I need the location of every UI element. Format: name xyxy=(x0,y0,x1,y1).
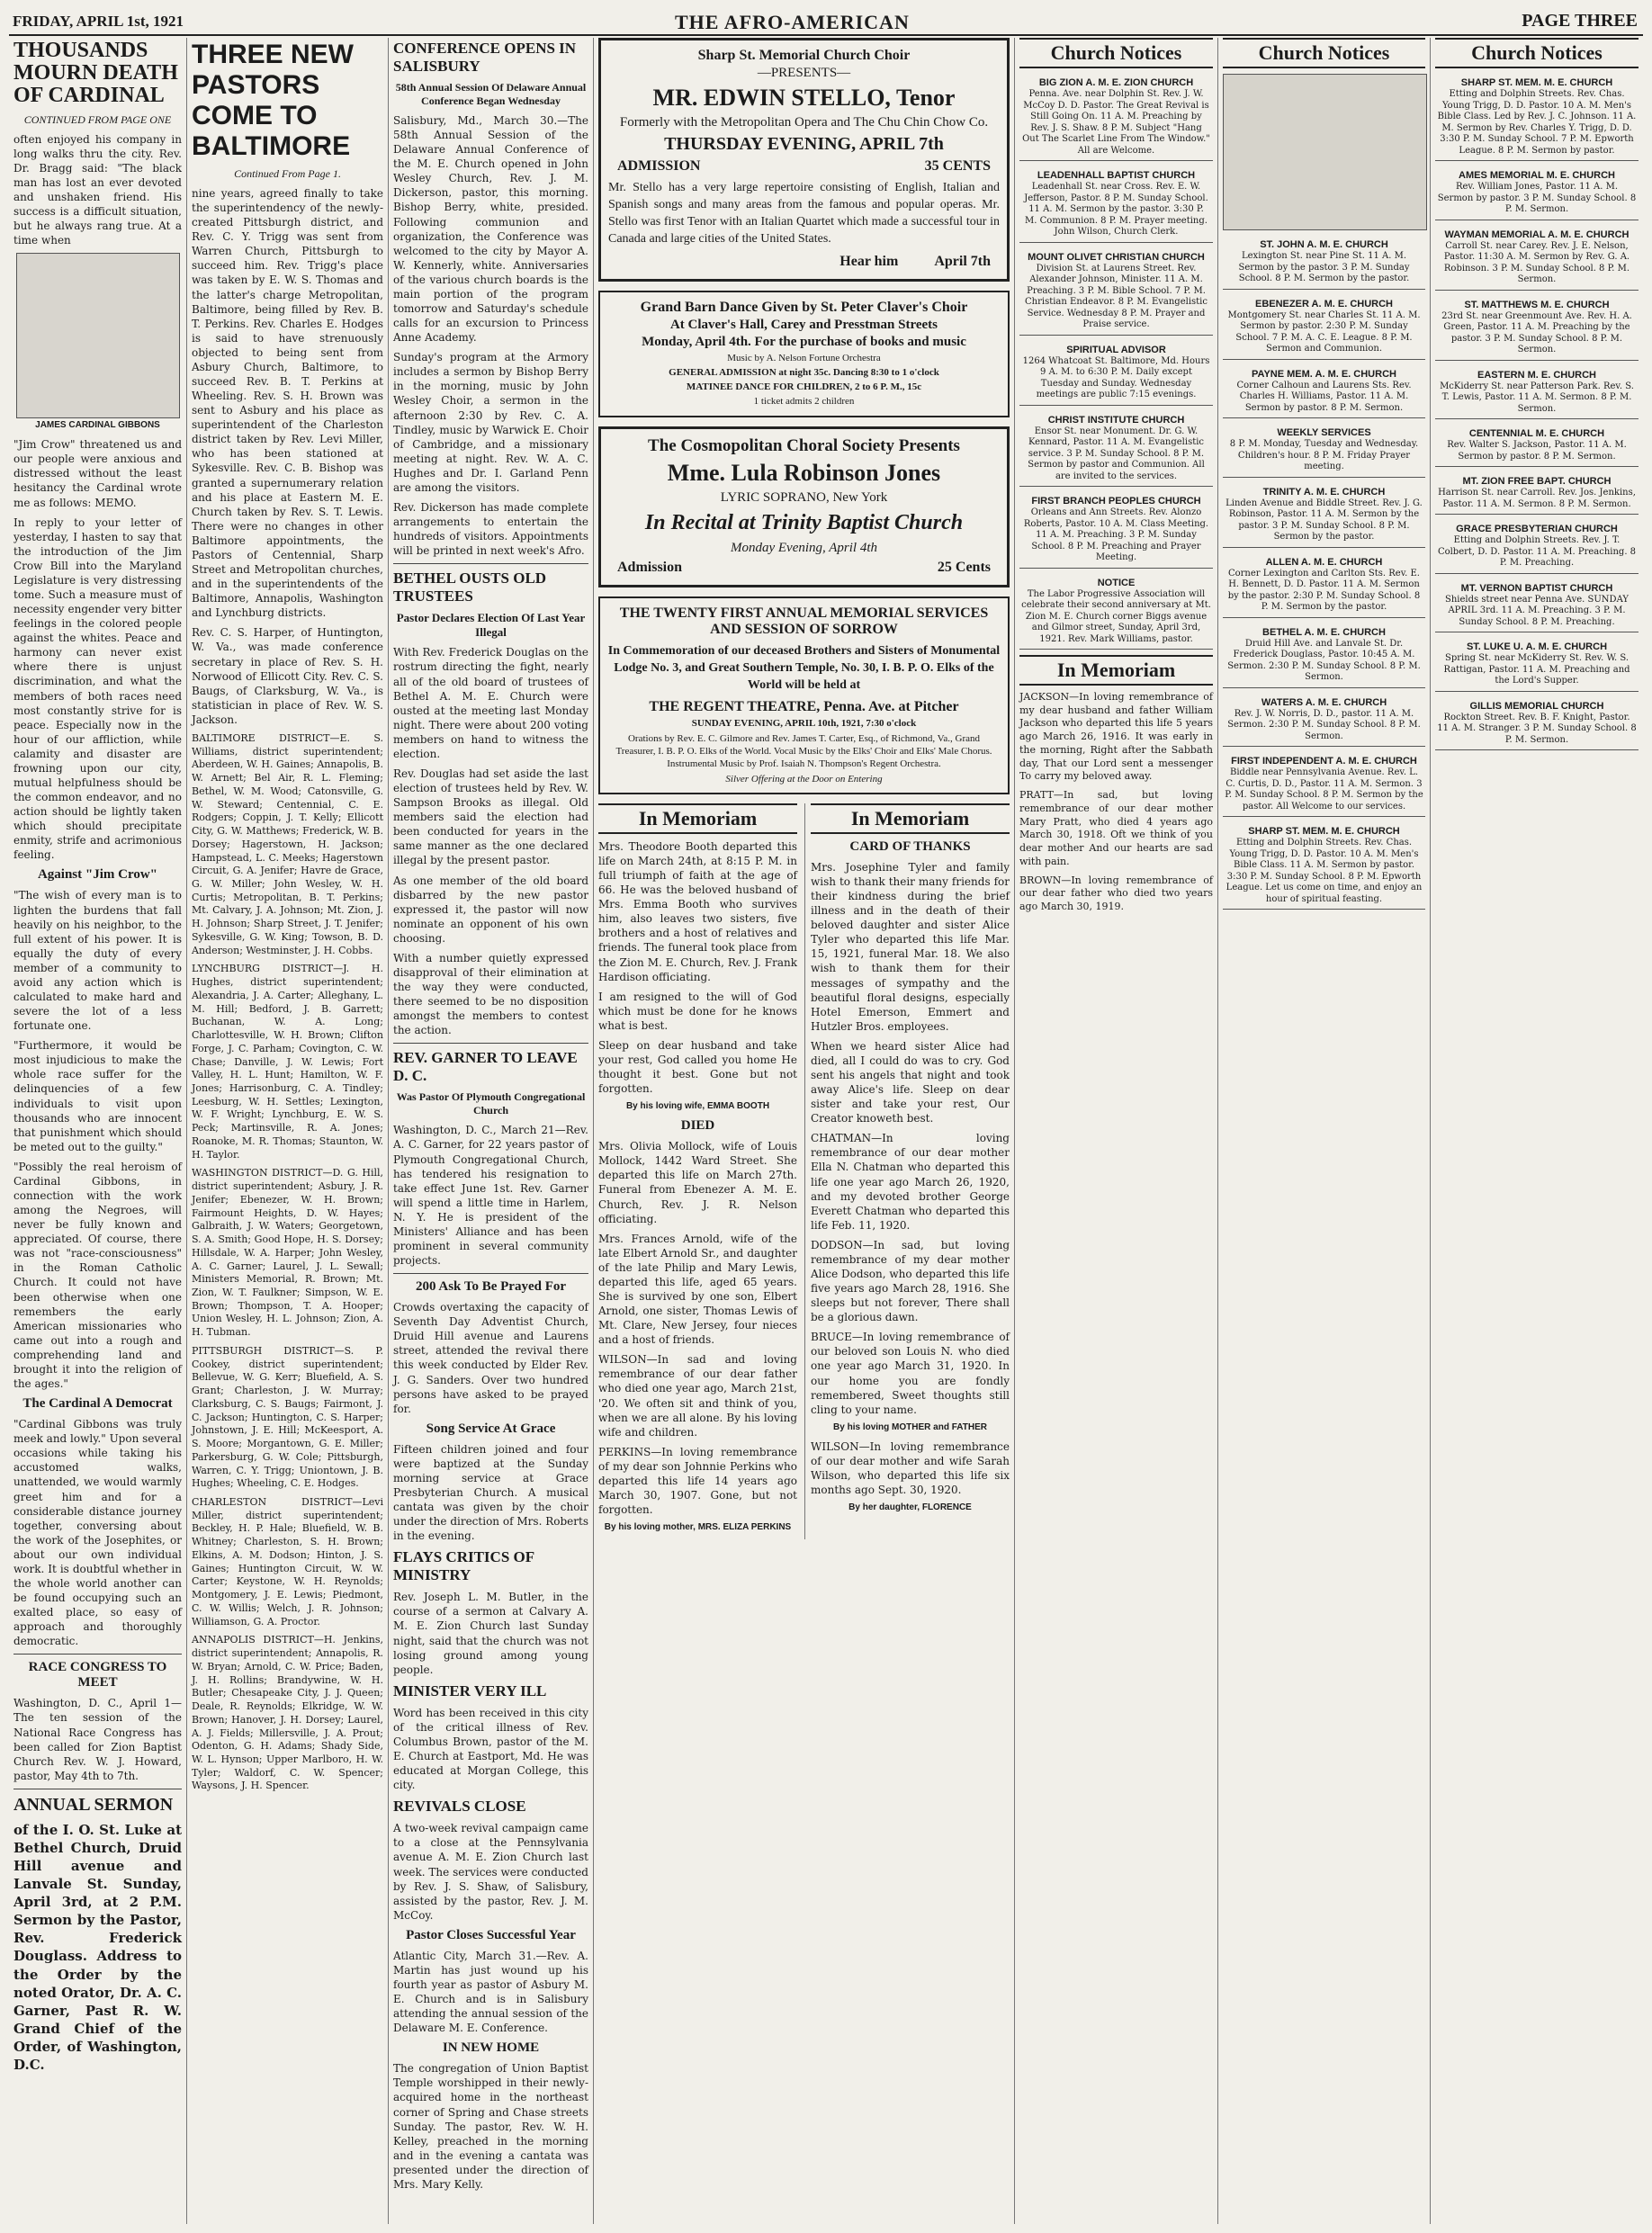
article-subhead: IN NEW HOME xyxy=(442,2040,540,2056)
article-paragraph: With a number quietly expressed disapproval of their elimination at the way they were conducted, there seemed to be no disposition amongst the members to contest the action. xyxy=(393,951,588,1037)
ad-line: Formerly with the Metropolitan Opera and The Chu Chin Chow Co. xyxy=(619,115,989,130)
notice-heading: GRACE PRESBYTERIAN CHURCH xyxy=(1456,524,1618,534)
church-illustration xyxy=(1223,74,1427,230)
ad-line: Sharp St. Memorial Church Choir xyxy=(697,48,911,63)
divider xyxy=(13,1654,182,1655)
article-paragraph: "Furthermore, it would be most injudicious to make the whole race suffer for the delinquencies of a few individuals to visit upon thousands who are innocent that punishment which should be meted out to the guilty." xyxy=(13,1039,182,1153)
church-notices-column-3 xyxy=(1431,38,1643,2224)
card-of-thanks-heading: CARD OF THANKS xyxy=(849,838,971,854)
memoriam-paragraph: WILSON—In loving remembrance of our dear mother and wife Sarah Wilson, who departed this life six months ago Sept. 30, 1920. xyxy=(811,1439,1010,1497)
notice-text: Division St. at Laurens Street. Rev. Alexander Johnson, Minister. 11 A. M. Preaching. 3 P. M. Bible School. 7 P. M. Christian Endeavor. 8 P. M. Evangelistic Service. Wednesday 8 P. M. Prayer and Praise service. xyxy=(1025,263,1208,329)
choral-society-ad xyxy=(598,426,1010,587)
church-notice xyxy=(1019,248,1213,336)
memoriam-paragraph: BRUCE—In loving remembrance of our beloved son Louis N. who died one year ago March 31, 1920. In our home you are fondly remembered, Sweet thoughts still cling to your name. xyxy=(811,1331,1010,1416)
notice-text: Spring St. near McKiderry St. Rev. W. S. Rattigan, Pastor. 11 A. M. Preaching and the Lord's Supper. xyxy=(1443,653,1630,686)
notice-text: Etting and Dolphin Streets. Rev. J. T. Colbert, D. D. Pastor. 11 A. M. Preaching. 8 P. M. Preaching. xyxy=(1437,535,1637,568)
masthead xyxy=(9,7,1643,36)
article-paragraph: often enjoyed his company in long walks thru the city. Rev. Dr. Bragg said: "The black man has lost an ever devoted and unshaken friend. His success is a difficult situation, but he always rang true. At a time when xyxy=(13,132,182,247)
church-notice xyxy=(1223,483,1425,548)
notice-heading: TRINITY A. M. E. CHURCH xyxy=(1262,486,1386,498)
ad-line: In Recital at Trinity Baptist Church xyxy=(644,510,964,534)
ads-column xyxy=(594,38,1015,2224)
church-notices-column-1 xyxy=(1015,38,1218,2224)
ad-footer: Hear him xyxy=(839,253,899,269)
article-subhead: 200 Ask To Be Prayed For xyxy=(415,1279,567,1295)
notice-heading: ALLEN A. M. E. CHURCH xyxy=(1265,556,1383,568)
district-list: LYNCHBURG DISTRICT—J. H. Hughes, district superintendent; Alexandria, J. A. Carter; Alleghany, L. M. Hill; Bedford, J. B. Garrett; Buchanan, W. A. Long; Charlottesville, W. H. Brown; Clifton Forge, J. C. Parham; Covington, C. W. Chase; Danville, J. W. Lewis; Fort Valley, H. L. Hunt; Hamilton, W. F. Jones; Harrisonburg, C. A. Tindley; Leesburg, W. H. Settles; Lexington, W. F. Wright; Lynchburg, E. W. S. Peck; Martinsville, R. A. Jones; Roanoke, M. R. Thomas; Staunton, W. H. Taylor. xyxy=(192,963,383,1161)
church-notice xyxy=(1435,366,1639,420)
article-paragraph: Rev. Dickerson has made complete arrangements to entertain the hundreds of visitors. Appointments will be printed in next week's Afro. xyxy=(393,501,588,558)
article-paragraph: Rev. C. S. Harper, of Huntington, W. Va., was made conference secretary in place of Rev. S. H. Norwood of Ellicott City. Rev. C. S. Baugs, of Clarksburg, W. Va., is statistician in place of Rev. W. S. Jackson. xyxy=(192,626,383,726)
ad-admission-price: 25 Cents xyxy=(937,559,991,575)
church-notices-title: Church Notices xyxy=(1435,38,1639,68)
ad-line: MATINEE DANCE FOR CHILDREN, 2 to 6 P. M., 15c xyxy=(686,381,922,393)
notice-text: Shields street near Penna Ave. SUNDAY APRIL 3rd. 11 A. M. Preaching. 3 P. M. Sunday School. 8 P. M. Preaching. xyxy=(1445,594,1629,627)
article-paragraph: A two-week revival campaign came to a close at the Pennsylvania avenue A. M. E. Zion Church last week. The services were conducted by Rev. J. S. Shaw, of Salisbury, assisted by the pastor, Rev. J. M. McCoy. xyxy=(393,1822,588,1922)
article-paragraph: In reply to your letter of yesterday, I hasten to say that the introduction of the Jim Crow Bill into the Maryland Legislature is very distressing tome. Such a measure must of necessity engender very bitter feelings in the colored people against the whites. Peace and harmony can never exist where there is unjust discrimination, and what the members of both races need most constantly strive for is peace. Especially now in the hour of our affliction, while calamity and disaster are frowning upon our city, mutual helpfulness should be the common endeavor, and no action should be lightly taken which should precipitate enmity, strife and acrimonious feeling. xyxy=(13,516,182,862)
article-paragraph: Rev. Douglas had set aside the last election of trustees held by Rev. W. Sampson Brooks as illegal. Old members said the election had been conducted for years in the same manner as the one declared illegal by the present pastor. xyxy=(393,767,588,867)
divider xyxy=(393,563,588,564)
notice-text: Rockton Street. Rev. B. F. Knight, Pastor. 11 A. M. Stranger. 3 P. M. Sunday School. 8 P. M. Sermon. xyxy=(1437,712,1637,745)
article-subhead: Song Service At Grace xyxy=(426,1421,556,1436)
ad-footer: April 7th xyxy=(934,253,991,269)
memoriam-paragraph: DODSON—In sad, but loving remembrance of my dear mother Alice Dodson, who departed this life five years ago March 28, 1916. She sleeps but not forever, There shall be a glorious dawn. xyxy=(811,1238,1010,1324)
memoriam-paragraph: WILSON—In sad and loving remembrance of our dear father who died one year ago, March 21st, '20. We often sit and think of you, when we are all alone. By his loving wife and children. xyxy=(598,1353,797,1439)
church-notice xyxy=(1223,295,1425,360)
conference-subhead: 58th Annual Session Of Delaware Annual Conference Began Wednesday xyxy=(395,81,587,107)
issue-date: FRIDAY, APRIL 1st, 1921 xyxy=(13,13,184,30)
memoriam-paragraph: JACKSON—In loving remembrance of my dear husband and father William Jackson who departed this life 5 years ago March 26, 1916. It was early in the morning, Right after the Sabbath day, That our Lord sent a messenger To carry my beloved away. xyxy=(1019,691,1213,783)
ad-line: In Commemoration of our deceased Brothers and Sisters of Monumental Lodge No. 3, and Great Southern Temple, No. 30, I. B. P. O. Elks of the World will be held at xyxy=(607,643,1001,692)
portrait-caption: JAMES CARDINAL GIBBONS xyxy=(35,420,160,431)
notice-heading: EASTERN M. E. CHURCH xyxy=(1477,369,1596,381)
notice-text: Druid Hill Ave. and Lanvale St. Dr. Frederick Douglass, Pastor. 10:45 A. M. Sermon. 2:30 P. M. Sunday School. 8 P. M. Sermon. xyxy=(1227,638,1421,682)
ad-admission-price: 35 CENTS xyxy=(924,158,991,174)
notice-text: Orleans and Ann Streets. Rev. Alonzo Roberts, Pastor. 10 A. M. Class Meeting. 11 A. M. Preaching. 3 P. M. Sunday School. 8 P. M. Preaching and Prayer Meeting. xyxy=(1023,507,1209,562)
notice-heading: GILLIS MEMORIAL CHURCH xyxy=(1469,700,1604,712)
church-notice xyxy=(1223,553,1425,618)
church-notices-column-2 xyxy=(1218,38,1431,2224)
divider xyxy=(393,1043,588,1044)
notice-heading: SHARP ST. MEM. M. E. CHURCH xyxy=(1248,826,1400,837)
church-notices-title: Church Notices xyxy=(1223,38,1425,68)
minister-ill-headline: MINISTER VERY ILL xyxy=(393,1681,547,1699)
memoriam-paragraph: PRATT—In sad, but loving remembrance of our dear mother Mary Pratt, who died 4 years ago March 30, 1918. Oft we think of you dear mother And our hearts are sad with pain. xyxy=(1019,789,1213,867)
notice-text: McKiderry St. near Patterson Park. Rev. S. T. Lewis, Pastor. 11 A. M. Sermon. 8 P. M. Sermon. xyxy=(1440,381,1634,414)
ad-line: SUNDAY EVENING, APRIL 10th, 1921, 7:30 o'clock xyxy=(691,718,917,730)
church-notice xyxy=(1435,166,1639,220)
notice-heading: MT. ZION FREE BAPT. CHURCH xyxy=(1462,476,1612,487)
memoriam-left xyxy=(598,803,797,1539)
article-paragraph: The congregation of Union Baptist Temple worshipped in their newly-acquired home in the northeast corner of Spring and Chase streets Sunday. The pastor, Rev. W. H. Kelley, preached in the morning and in the evening a cantata was presented under the direction of Mrs. Mary Kelly. xyxy=(393,2062,588,2191)
notice-text: 8 P. M. Monday, Tuesday and Wednesday. Children's hour. 8 P. M. Friday Prayer meeting. xyxy=(1229,439,1419,471)
article-paragraph: Crowds overtaxing the capacity of Seventh Day Adventist Church, Druid Hill avenue and Laurens street, attended the revival there this week conducted by Elder Rev. J. G. Sanders. Over two hundred persons have asked to be prayed for. xyxy=(393,1301,588,1415)
notice-text: Biddle near Pennsylvania Avenue. Rev. L. C. Curtis, D. D., Pastor. 11 A. M. Sermon. 3 P. M. Sunday School. 8 P. M. Sermon by the pastor. All Welcome to our services. xyxy=(1225,767,1423,812)
church-notice xyxy=(1223,236,1425,290)
ad-admission-label: ADMISSION xyxy=(617,158,701,174)
article-paragraph: nine years, agreed finally to take the superintendency of the newly-created Pittsburgh district, and Rev. C. Y. Trigg was sent from Warren Church, Pittsburgh to succeed him. Rev. Trigg's place was taken by E. W. S. Thomas and the latter's charge Metropolitan, Baltimore, being filled by Rev. B. T. Perkins. Rev. Charles E. Hodges is said to have strenuously objected to being sent from Asbury Church, Baltimore, to succeed Rev. B. T. Perkins at Wheeling. Rev. S. H. Brown was sent to Asbury and his place as superintendent of the Charleston district taken by Rev. Levi Miller, who has been stationed at Sykesville. Rev. C. B. Bishop was granted a supernumerary relation and his place at Eastern M. E. Church taken by Rev. S. T. Lewis. There were no changes in other Baltimore appointments, the Pastors of Centennial, Sharp Street and Metropolitan churches, and in the superintendents of the Baltimore, Annapolis, Washington and Lynchburg districts. xyxy=(192,187,383,620)
memoriam-title: In Memoriam xyxy=(598,803,797,834)
notice-text: Leadenhall St. near Cross. Rev. E. W. Jefferson, Pastor. 8 P. M. Sunday School. 11 A. M. Sermon by the pastor. 3:30 P. M. Communion. 8 P. M. Prayer meeting. John Wilson, Church Clerk. xyxy=(1024,182,1208,237)
notice-heading: WATERS A. M. E. CHURCH xyxy=(1261,696,1387,708)
notice-text: Corner Calhoun and Laurens Sts. Rev. Charles H. Williams, Pastor. 11 A. M. Sermon by pastor. 8 P. M. Sermon. xyxy=(1236,380,1412,413)
ad-line: Monday, April 4th. For the purchase of books and music xyxy=(642,334,966,349)
church-notice xyxy=(1019,341,1213,406)
flays-headline: FLAYS CRITICS OF MINISTRY xyxy=(393,1548,534,1584)
article-paragraph: "Cardinal Gibbons was truly meek and lowly." Upon several occasions while taking his accustomed walks, unattended, we would warmly greet him and for a considerable distance journey together, conversing about the work of the Josephites, or about our own individual work. It is doubtful whether in the whole world another can be found occupying such an exalted place, so easy of approach and thoroughly democratic. xyxy=(13,1418,182,1648)
church-notice xyxy=(1435,296,1639,361)
memoriam-signature: By his loving mother, MRS. ELIZA PERKINS xyxy=(604,1522,792,1533)
memoriam-paragraph: CHATMAN—In loving remembrance of our dear mother Ella N. Chatman who departed this life one year ago March 26, 1920, and my devoted brother George Everett Chatman who departed this life Feb. 11, 1920. xyxy=(811,1132,1010,1232)
revivals-headline: REVIVALS CLOSE xyxy=(393,1798,526,1816)
memoriam-paragraph: Sleep on dear husband and take your rest, God called you home He thought it best. Gone but not forgotten. xyxy=(598,1038,797,1096)
article-subhead: Pastor Declares Election Of Last Year Illegal xyxy=(396,611,586,640)
district-list: BALTIMORE DISTRICT—E. S. Williams, district superintendent; Aberdeen, W. H. Gaines; Annapolis, B. W. Arnett; Bel Air, R. L. Fleming; Bethel, W. M. Wood; Catonsville, G. W. Steward; Centennial, C. E. Rodgers; Coppin, J. T. Kelly; Ellicott City, G. W. Matthews; Frederick, W. B. Dorsey; Hagerstown, H. Jackson; Hampstead, L. C. Meeks; Hagerstown Circuit, G. A. Jenifer; Havre de Grace, G. W. Miller; John Wesley, W. H. Curtis; Metropolitan, B. T. Perkins; Mt. Calvary, J. A. Johnson; Mt. Zion, J. H. Johnson; Sharp Street, J. T. Jenifer; Sykesville, G. W. King; Towson, B. D. Anderson; Westminster, J. H. Cobbs. xyxy=(192,731,383,956)
notice-text: 23rd St. near Greenmount Ave. Rev. H. A. Green, Pastor. 11 A. M. Preaching by the pastor. 3 P. M. Sunday School. 8 P. M. Sermon. xyxy=(1441,310,1632,354)
ad-line: The Cosmopolitan Choral Society Presents xyxy=(648,435,960,455)
district-list: PITTSBURGH DISTRICT—S. P. Cookey, district superintendent; Bellevue, W. G. Kerr; Bluefield, A. S. Grant; Charleston, J. W. Murray; Clarksburg, C. S. Baugs; Fairmont, J. C. Jackson; Huntington, C. S. Harper; Johnstown, J. E. Hill; McKeesport, A. S. Moore; Morgantown, G. E. Miller; Parkersburg, G. W. Cole; Pittsburgh, Warren, C. Y. Trigg; Uniontown, J. B. Hughes; Wheeling, C. E. Hodges. xyxy=(192,1344,383,1490)
article-paragraph: Atlantic City, March 31.—Rev. A. Martin has just wound up his fourth year as pastor of Asbury M. E. Church and is in Salisbury attending the annual session of the Delaware M. E. Conference. xyxy=(393,1949,588,2035)
notice-heading: ST. LUKE U. A. M. E. CHURCH xyxy=(1466,641,1608,652)
article-paragraph: Salisbury, Md., March 30.—The 58th Annual Session of the Delaware Annual Conference of the M. E. Church opened in John Wesley Church, Rev. J. M. Dickerson, pastor, this morning. Bishop Berry, white, presided. Following communion and organization, the Conference was welcomed to the city by Mayor A. W. Kennerly, white. Anniversaries of the various church boards is the main portion of the program tomorrow and Saturday's schedule calls for an excursion to Princess Anne Academy. xyxy=(393,114,588,345)
ad-admission-row xyxy=(617,158,991,175)
ad-line: LYRIC SOPRANO, New York xyxy=(720,489,888,505)
article-paragraph: With Rev. Frederick Douglas on the rostrum directing the fight, nearly all of the old board of trustees of Bethel A. M. E. Church were ousted at the meeting last Monday night. There were about 200 voting members on hand to witness the election. xyxy=(393,646,588,760)
church-notice xyxy=(1435,472,1639,515)
ad-body: Mr. Stello has a very large repertoire consisting of English, Italian and Spanish songs and many areas from the famous and popular operas. Mr. Stello was first Tenor with an Italian Quartet which made a successful tour in Canada and large cities of the United States. xyxy=(608,181,1000,246)
notice-heading: AMES MEMORIAL M. E. CHURCH xyxy=(1459,170,1615,181)
continued-line: Continued From Page 1. xyxy=(234,167,341,180)
district-list: ANNAPOLIS DISTRICT—H. Jenkins, district superintendent; Annapolis, R. W. Bryan; Arnold, C. W. Price; Baden, J. H. Rollins; Brandywine, W. H. Butler; Chesapeake City, J. J. Queen; Deale, R. Reynolds; Elkridge, W. W. Brown; Hanover, J. H. Dorsey; Laurel, A. J. Fields; Millersville, J. A. Prout; Odenton, G. H. Adams; Shady Side, W. L. Hynson; Upper Marlboro, H. W. Tyler; Waldorf, C. W. Spencer; Waysons, J. H. Spencer. xyxy=(192,1634,383,1792)
memoriam-right xyxy=(804,803,1010,1539)
notice-text: Rev. Walter S. Jackson, Pastor. 11 A. M. Sermon by pastor. 8 P. M. Sermon. xyxy=(1447,440,1627,462)
article-subhead: The Cardinal A Democrat xyxy=(22,1396,173,1412)
ad-line: Mme. Lula Robinson Jones xyxy=(667,459,941,486)
divider xyxy=(393,1273,588,1274)
church-notice xyxy=(1223,752,1425,817)
article-paragraph: Washington, D. C., March 21—Rev. A. C. Garner, for 22 years pastor of Plymouth Congregational Church, has tendered his resignation to take effect June 1st. Rev. Garner will spend a little time in Harlem, N. Y. He is president of the Ministers' Alliance and has been prominent in several community projects. xyxy=(393,1124,588,1268)
elks-memorial-ad xyxy=(598,596,1010,794)
memoriam-paragraph: BROWN—In loving remembrance of our dear father who died two years ago March 30, 1919. xyxy=(1019,874,1213,913)
church-notice xyxy=(1435,697,1639,751)
notice-heading: MOUNT OLIVET CHRISTIAN CHURCH xyxy=(1028,251,1205,263)
article-subhead: Pastor Closes Successful Year xyxy=(406,1927,576,1942)
ad-footer-row xyxy=(617,254,991,270)
ad-line: MR. EDWIN STELLO, Tenor xyxy=(652,85,956,111)
ad-admission-label: Admission xyxy=(617,559,683,575)
column-3 xyxy=(389,38,594,2224)
memoriam-signature: By his loving wife, EMMA BOOTH xyxy=(625,1101,770,1112)
notice-text: Linden Avenue and Biddle Street. Rev. J. G. Robinson, Pastor. 11 A. M. Sermon by the pastor. 3 P. M. Sunday School. 8 P. M. Sermon by the pastor. xyxy=(1226,498,1423,542)
bethel-headline: BETHEL OUSTS OLD TRUSTEES xyxy=(393,569,547,605)
cardinal-headline: THOUSANDS MOURN DEATH OF CARDINAL xyxy=(13,39,178,108)
notice-heading: WEEKLY SERVICES xyxy=(1277,427,1371,438)
article-subhead: RACE CONGRESS TO MEET xyxy=(28,1660,167,1690)
memoriam-title: In Memoriam xyxy=(1019,655,1213,686)
page-number: PAGE THREE xyxy=(1522,11,1638,31)
article-paragraph: Word has been received in this city of the critical illness of Rev. Columbus Brown, pastor of the M. E. Church at Eastport, Md. He was educated at Morgan College, this city. xyxy=(393,1706,588,1792)
notice-heading: CENTENNIAL M. E. CHURCH xyxy=(1468,428,1605,439)
church-notice xyxy=(1435,74,1639,161)
article-paragraph: As one member of the old board disbarred by the new pastor expressed it, the pastor will now nominate an opponent of his own choosing. xyxy=(393,874,588,945)
notice-text: Penna. Ave. near Dolphin St. Rev. J. W. McCoy D. D. Pastor. The Great Revival is Still Going On. 11 A. M. Preaching by Rev. J. S. Shaw. 8 P. M. Subject "Hang Out The Scarlet Line From The Window." All are Welcome. xyxy=(1022,89,1210,156)
memoriam-paragraph: Mrs. Frances Arnold, wife of the late Elbert Arnold Sr., and daughter of the late Philip and Mary Lewis, departed this life, aged 65 years. She is survived by one son, Elbert Arnold, one sister, Thomas Lewis of Mt. Clare, New Jersey, four nieces and a host of friends. xyxy=(598,1232,797,1347)
notice-heading: ST. MATTHEWS M. E. CHURCH xyxy=(1464,299,1610,310)
district-list: CHARLESTON DISTRICT—Levi Miller, district superintendent; Beckley, H. P. Hale; Bluefield, W. B. Whitney; Charleston, S. H. Brown; Elkins, A. M. Dodson; Hinton, J. S. Gaines; Huntington Circuit, W. W. Carter; Keystone, W. H. Reynolds; Montgomery, J. E. Lewis; Piedmont, C. W. Willis; Welch, J. R. Johnson; Williamson, G. A. Proctor. xyxy=(192,1496,383,1628)
church-notice xyxy=(1435,638,1639,692)
notice-text: 1264 Whatcoat St. Baltimore, Md. Hours 9 A. M. to 6:30 P. M. Daily except Tuesday and Sunday. Wednesday meetings are public 7:15 evenings. xyxy=(1022,355,1210,399)
notice-heading: PAYNE MEM. A. M. E. CHURCH xyxy=(1252,368,1396,380)
article-paragraph: "Jim Crow" threatened us and our people were anxious and distressed without the least hesitancy the Cardinal wrote me as follows: MEMO. xyxy=(13,438,182,509)
church-notice xyxy=(1223,822,1425,910)
article-paragraph: Rev. Joseph L. M. Butler, in the course of a sermon at Calvary A. M. E. Zion Church last Sunday night, said that the church was not losing ground among young people. xyxy=(393,1591,588,1676)
church-notice xyxy=(1223,694,1425,748)
church-notice xyxy=(1019,492,1213,569)
article-subhead: Against "Jim Crow" xyxy=(37,867,158,883)
notice-text: Rev. William Jones, Pastor. 11 A. M. Sermon by pastor. 3 P. M. Sunday School. 8 P. M. Sermon. xyxy=(1437,182,1637,214)
notice-text: Etting and Dolphin Streets. Rev. Chas. Young Trigg, D. D. Pastor. 10 A. M. Men's Bible Class. Led by Rev. J. C. Johnson. 11 A. M. Sermon by Rev. Charles Y. Trigg, D. D. 3:30 P. M. Sunday School. 7 P. M. Epworth League. 8 P. M. Sermon by pastor. xyxy=(1437,89,1637,156)
ad-line: 1 ticket admits 2 children xyxy=(753,396,855,408)
church-notice xyxy=(1019,574,1213,650)
stello-concert-ad xyxy=(598,38,1010,282)
church-notice xyxy=(1435,579,1639,633)
church-notice xyxy=(1019,74,1213,161)
church-notice xyxy=(1435,425,1639,467)
ad-line: GENERAL ADMISSION at night 35c. Dancing 8:30 to 1 o'clock xyxy=(669,366,939,378)
ad-line: Silver Offering at the Door on Entering xyxy=(725,773,883,785)
died-heading: DIED xyxy=(680,1118,715,1134)
cardinal-portrait xyxy=(16,253,180,418)
notice-text: Ensor St. near Monument. Dr. G. W. Kennard, Pastor. 11 A. M. Evangelistic service. 3 P. M. Sunday School. 8 P. M. Sermon by pastor and Communion. All are invited to the services. xyxy=(1028,426,1205,481)
notice-text: The Labor Progressive Association will celebrate their second anniversary at Mt. Zion M. E. Church corner Biggs avenue and Gilmor street, Sunday, April 3rd, 1921. Rev. Mark Williams, pastor. xyxy=(1021,588,1211,644)
ad-line: Orations by Rev. E. C. Gilmore and Rev. James T. Carter, Esq., of Richmond, Va., Grand Treasurer, I. B. P. O. Elks of the World. Vocal Music by the Elks' Choir and Elks' Male Chorus. Instrumental Music by Prof. Isaiah N. Thompson's Regent Orchestra. xyxy=(615,732,992,770)
notice-heading: FIRST BRANCH PEOPLES CHURCH xyxy=(1031,496,1201,507)
ad-admission-row xyxy=(617,560,991,576)
notice-heading: ST. JOHN A. M. E. CHURCH xyxy=(1260,239,1388,250)
notice-text: Carroll St. near Carey. Rev. J. E. Nelson, Pastor. 11:30 A. M. Sermon by Rev. G. A. Robinson. 3 P. M. Sunday School. 8 P. M. Sermon. xyxy=(1443,240,1630,284)
church-notices-title: Church Notices xyxy=(1019,38,1213,68)
ad-line: THE TWENTY FIRST ANNUAL MEMORIAL SERVICES AND SESSION OF SORROW xyxy=(619,605,989,637)
paper-name: THE AFRO-AMERICAN xyxy=(675,11,910,33)
memoriam-columns xyxy=(598,803,1010,1539)
notice-heading: EBENEZER A. M. E. CHURCH xyxy=(1255,298,1393,309)
article-subhead: Was Pastor Of Plymouth Congregational Church xyxy=(396,1090,586,1117)
notice-heading: CHRIST INSTITUTE CHURCH xyxy=(1047,414,1185,426)
annual-sermon-text: of the I. O. St. Luke at Bethel Church, Druid Hill avenue and Lanvale St. Sunday, April 3rd, at 2 P.M. Sermon by the Pastor, Rev. Frederick Douglass. Address to the Order by the noted Orator, Dr. A. C. Garner, Past R. W. Grand Chief of the Order, of Washington, D.C. xyxy=(13,1821,182,2074)
article-paragraph: "The wish of every man is to lighten the burdens that fall heavily on his neighbor, to the full extent of his power. It is equally the duty of every member of a community to avoid any action which is calculated to make hard and severe the lot of a less fortunate one. xyxy=(13,889,182,1033)
article-paragraph: "Possibly the real heroism of Cardinal Gibbons, in connection with the work among the Negroes, will never be fully known and appreciated. Of course, there was not "race-consciousness" in the Roman Catholic Church. It could not have been otherwise when one remembers the early American missionaries who came out into a rough and comprehending land and brought it into the religion of the ages." xyxy=(13,1160,182,1391)
article-paragraph: Fifteen children joined and four were baptized at the Sunday morning service at Grace Presbyterian Church. A musical cantata was given by the choir under the direction of Mrs. Roberts in the evening. xyxy=(393,1442,588,1543)
notice-heading: SHARP ST. MEM. M. E. CHURCH xyxy=(1460,77,1613,88)
district-list: WASHINGTON DISTRICT—D. G. Hill, district superintendent; Asbury, J. R. Jenifer; Ebenezer, W. H. Brown; Fairmount Heights, D. W. Hayes; Galbraith, J. W. Waters; Georgetown, S. A. Smith; Good Hope, H. S. Dorsey; Hillsdale, W. A. Harper; John Wesley, A. C. Garner; Laurel, J. L. Sewall; Ministers Memorial, R. Brown; Mt. Zion, W. T. Faulkner; Simpson, W. E. Brown; Thompson, T. A. Hooper; Union Wesley, H. L. Johnson; Zion, A. H. Tubman. xyxy=(192,1167,383,1339)
annual-sermon-headline: ANNUAL SERMON xyxy=(13,1794,174,1815)
memoriam-title: In Memoriam xyxy=(811,803,1010,834)
notice-text: Harrison St. near Carroll. Rev. Jos. Jenkins, Pastor. 11 A. M. Sermon. 8 P. M. Sermon. xyxy=(1438,488,1636,509)
notice-heading: BIG ZION A. M. E. ZION CHURCH xyxy=(1038,77,1194,88)
garner-headline: REV. GARNER TO LEAVE D. C. xyxy=(393,1049,578,1085)
article-paragraph: Washington, D. C., April 1—The ten session of the National Race Congress has been called for Zion Baptist Church Rev. W. J. Howard, pastor, May 4th to 7th. xyxy=(13,1697,182,1782)
conference-headline: CONFERENCE OPENS IN SALISBURY xyxy=(393,40,577,75)
notice-heading: BETHEL A. M. E. CHURCH xyxy=(1262,626,1386,638)
ad-line: —PRESENTS— xyxy=(757,66,851,80)
pastors-headline: THREE NEW PASTORS COME TO BALTIMORE xyxy=(192,40,354,161)
column-2 xyxy=(187,38,389,2224)
ad-line: Music by A. Nelson Fortune Orchestra xyxy=(727,352,881,363)
memoriam-signature: By his loving MOTHER and FATHER xyxy=(833,1421,987,1432)
memoriam-paragraph: PERKINS—In loving remembrance of my dear son Johnnie Perkins who departed this life 14 years ago March 30, 1907. Gone, but not forgotten. xyxy=(598,1445,797,1517)
memoriam-paragraph: I am resigned to the will of God which must be done for he knows what is best. xyxy=(598,990,797,1032)
church-notice xyxy=(1435,226,1639,291)
notice-text: Etting and Dolphin Streets. Rev. Chas. Young Trigg, D. D. Pastor. 10 A. M. Men's Bible Class. 11 A. M. Sermon by pastor. 3:30 P. M. Sunday School. 8 P. M. Epworth League. Let us come on time, and enjoy an hour of spiritual feasting. xyxy=(1226,838,1423,904)
notice-text: Rev. J. W. Norris, D. D., pastor. 11 A. M. Sermon. 2:30 P. M. Sunday School. 8 P. M. Sermon. xyxy=(1227,708,1421,741)
notice-heading: LEADENHALL BAPTIST CHURCH xyxy=(1037,170,1196,181)
continued-line: CONTINUED FROM PAGE ONE xyxy=(23,112,172,126)
notice-text: Corner Lexington and Carlton Sts. Rev. E. H. Bennett, D. D. Pastor. 11 A. M. Sermon by the pastor. 2:30 P. M. Sunday School. 8 P. M. Sermon by the pastor. xyxy=(1227,568,1421,612)
memoriam-signature: By her daughter, FLORENCE xyxy=(848,1502,972,1513)
ad-line: THE REGENT THEATRE, Penna. Ave. at Pitcher xyxy=(649,699,959,715)
church-notice xyxy=(1223,623,1425,688)
notice-heading: FIRST INDEPENDENT A. M. E. CHURCH xyxy=(1231,756,1417,767)
memoriam-paragraph: Mrs. Theodore Booth departed this life on March 24th, at 8:15 P. M. in full triumph of faith at the age of 66. He was the beloved husband of Mrs. Emma Booth who survives him, also leaves two sisters, five brothers and a host of relatives and friends. The funeral took place from the Zion M. E. Church, Rev. J. Frank Hardison officiating. xyxy=(598,839,797,983)
article-paragraph: Sunday's program at the Armory includes a sermon by Bishop Berry in the morning, music by John Wesley Choir, a sermon in the afternoon 2:30 by Rev. C. A. Tindley, music by Warwick E. Choir of Cambridge, and a missionary meeting at night. Rev. W. A. C. Hughes and Dr. I. Garland Penn are among the visitors. xyxy=(393,351,588,494)
barn-dance-ad xyxy=(598,291,1010,417)
memoriam-paragraph: When we heard sister Alice had died, all I could do was to cry. God sent his angels that night and took away Alice's life. Sleep on dear sister and take your rest, Our Creator knoweth best. xyxy=(811,1039,1010,1125)
church-notice xyxy=(1223,424,1425,478)
ad-line: At Claver's Hall, Carey and Presstman Streets xyxy=(669,317,938,332)
memoriam-paragraph: Mrs. Olivia Mollock, wife of Louis Mollock, 1442 Ward Street. She departed this life on March 27th. Funeral from Ebenezer A. M. E. Church, Rev. J. R. Nelson officiating. xyxy=(598,1140,797,1225)
notice-text: Montgomery St. near Charles St. 11 A. M. Sermon by pastor. 2:30 P. M. Sunday School. 7 P. M. A. C. E. League. 8 P. M. Sermon and Communion. xyxy=(1227,309,1421,354)
notice-heading: MT. VERNON BAPTIST CHURCH xyxy=(1460,582,1613,594)
memoriam-paragraph: Mrs. Josephine Tyler and family wish to thank their many friends for their kindness during the brief illness and in the death of their beloved daughter and sister Alice Tyler who departed this life Mar. 15, 1921, funeral Mar. 18. We also wish to thank them for their messages of sympathy and the beautiful floral designs, especially Hotel Emerson, Emmert and Hutzler Bros. employees. xyxy=(811,860,1010,1033)
church-notice xyxy=(1223,365,1425,419)
notice-heading: SPIRITUAL ADVISOR xyxy=(1066,344,1166,355)
ad-line: Monday Evening, April 4th xyxy=(730,540,878,555)
notice-heading: NOTICE xyxy=(1097,577,1136,588)
ad-line: Grand Barn Dance Given by St. Peter Claver's Choir xyxy=(640,299,968,315)
column-1 xyxy=(9,38,187,2224)
ad-line: THURSDAY EVENING, APRIL 7th xyxy=(664,134,944,154)
church-notice xyxy=(1019,166,1213,243)
notice-heading: WAYMAN MEMORIAL A. M. E. CHURCH xyxy=(1444,229,1630,240)
notice-text: Lexington St. near Pine St. 11 A. M. Sermon by the pastor. 3 P. M. Sunday School. 8 P. M. Sermon by the pastor. xyxy=(1238,251,1410,283)
church-notice xyxy=(1435,520,1639,574)
church-notice xyxy=(1019,411,1213,488)
